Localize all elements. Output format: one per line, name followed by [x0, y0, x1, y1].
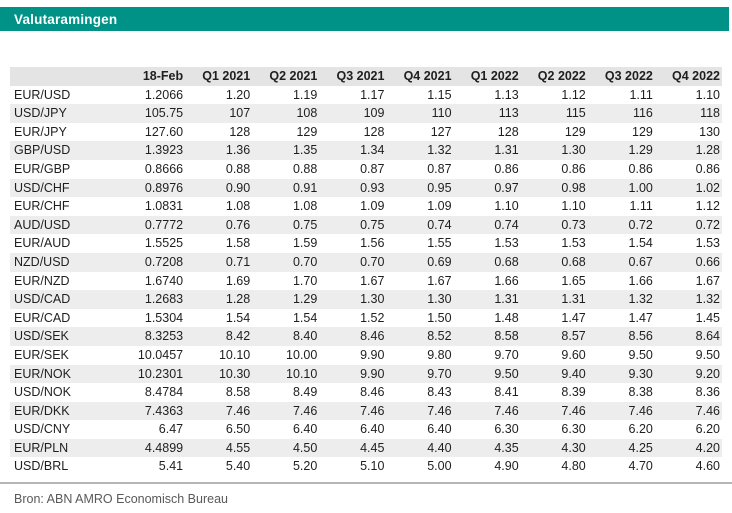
cell-value: 9.70 [494, 347, 519, 362]
cell-value: 0.70 [360, 254, 385, 269]
cell-value: 10.10 [286, 366, 318, 381]
cell-value: 5.00 [427, 459, 452, 474]
table-row [10, 346, 722, 365]
table-row [10, 160, 722, 179]
cell-value: 8.56 [628, 329, 653, 344]
table-row [10, 253, 722, 272]
table-head [10, 67, 722, 86]
row-label: EUR/CHF [14, 199, 70, 214]
column-header: Q2 2021 [252, 67, 319, 86]
cell-value: 0.69 [427, 254, 452, 269]
cell-value: 1.08 [292, 199, 318, 214]
cell-value: 9.50 [494, 366, 519, 381]
cell-value: 1.70 [292, 273, 318, 288]
cell-value: 1.31 [494, 292, 519, 307]
cell-value: 7.4363 [144, 403, 184, 418]
row-label: USD/CHF [14, 180, 70, 195]
cell-value: 1.29 [628, 143, 653, 158]
table-row [10, 439, 722, 458]
cell-value: 1.09 [427, 199, 452, 214]
row-label: EUR/NZD [14, 273, 70, 288]
cell-value: 1.58 [225, 236, 251, 251]
cell-value: 6.20 [628, 422, 653, 437]
cell-value: 8.42 [225, 329, 251, 344]
table-row [10, 123, 722, 142]
cell-value: 1.2066 [144, 87, 184, 102]
table-row [10, 141, 722, 160]
cell-value: 6.47 [158, 422, 184, 437]
cell-value: 0.8666 [144, 161, 184, 176]
cell-value: 0.74 [494, 217, 519, 232]
cell-value: 1.66 [494, 273, 519, 288]
cell-value: 7.46 [225, 403, 251, 418]
row-label: EUR/JPY [14, 124, 67, 139]
column-header: Q1 2022 [454, 67, 521, 86]
column-header: Q2 2022 [521, 67, 588, 86]
cell-value: 4.70 [628, 459, 653, 474]
cell-value: 1.11 [629, 87, 653, 102]
cell-value: 0.75 [292, 217, 318, 232]
row-label: EUR/DKK [14, 403, 70, 418]
cell-value: 1.59 [292, 236, 318, 251]
cell-value: 6.20 [695, 422, 720, 437]
cell-value: 1.56 [360, 236, 385, 251]
cell-value: 0.72 [628, 217, 653, 232]
cell-value: 9.20 [695, 366, 720, 381]
cell-value: 8.41 [494, 385, 519, 400]
cell-value: 1.19 [292, 87, 318, 102]
cell-value: 0.90 [225, 180, 251, 195]
cell-value: 6.40 [427, 422, 452, 437]
table-row [10, 309, 722, 328]
cell-value: 108 [296, 106, 318, 121]
cell-value: 0.87 [427, 161, 452, 176]
cell-value: 9.90 [360, 347, 385, 362]
cell-value: 1.66 [628, 273, 653, 288]
row-label: USD/SEK [14, 329, 69, 344]
cell-value: 7.46 [292, 403, 318, 418]
cell-value: 9.80 [427, 347, 452, 362]
cell-value: 6.30 [561, 422, 586, 437]
cell-value: 1.08 [225, 199, 251, 214]
cell-value: 115 [565, 106, 586, 121]
row-label: EUR/CAD [14, 310, 71, 325]
cell-value: 1.10 [695, 87, 720, 102]
cell-value: 1.28 [695, 143, 720, 158]
cell-value: 8.46 [360, 329, 385, 344]
cell-value: 4.50 [292, 440, 318, 455]
cell-value: 0.95 [427, 180, 452, 195]
cell-value: 0.86 [561, 161, 586, 176]
cell-value: 1.6740 [144, 273, 184, 288]
row-label: EUR/GBP [14, 161, 71, 176]
cell-value: 6.40 [360, 422, 385, 437]
cell-value: 1.5304 [144, 310, 184, 325]
cell-value: 10.10 [218, 347, 251, 362]
cell-value: 8.58 [225, 385, 251, 400]
cell-value: 1.30 [427, 292, 452, 307]
cell-value: 1.29 [292, 292, 318, 307]
cell-value: 9.30 [628, 366, 653, 381]
cell-value: 128 [229, 124, 251, 139]
table-row [10, 383, 722, 402]
cell-value: 109 [363, 106, 385, 121]
row-label: EUR/NOK [14, 366, 71, 381]
cell-value: 8.36 [695, 385, 720, 400]
cell-value: 1.34 [360, 143, 385, 158]
cell-value: 7.46 [494, 403, 519, 418]
cell-value: 9.70 [427, 366, 452, 381]
cell-value: 0.7772 [144, 217, 184, 232]
cell-value: 130 [699, 124, 720, 139]
cell-value: 0.76 [225, 217, 251, 232]
cell-value: 128 [363, 124, 385, 139]
table-row [10, 420, 722, 439]
table-row [10, 327, 722, 346]
page-title: Valutaramingen [14, 11, 118, 27]
cell-value: 1.10 [561, 199, 586, 214]
cell-value: 4.30 [561, 440, 586, 455]
cell-value: 0.74 [427, 217, 452, 232]
cell-value: 1.50 [427, 310, 452, 325]
cell-value: 8.58 [494, 329, 519, 344]
cell-value: 6.50 [225, 422, 251, 437]
cell-value: 127.60 [144, 124, 184, 139]
cell-value: 1.53 [494, 236, 519, 251]
cell-value: 129 [632, 124, 653, 139]
row-label: GBP/USD [14, 143, 71, 158]
cell-value: 7.46 [628, 403, 653, 418]
cell-value: 4.60 [695, 459, 720, 474]
cell-value: 0.98 [561, 180, 586, 195]
cell-value: 1.54 [628, 236, 653, 251]
cell-value: 1.10 [494, 199, 519, 214]
cell-value: 1.20 [225, 87, 251, 102]
cell-value: 6.40 [292, 422, 318, 437]
cell-value: 4.90 [494, 459, 519, 474]
cell-value: 8.39 [561, 385, 586, 400]
cell-value: 4.20 [695, 440, 720, 455]
cell-value: 0.73 [561, 217, 586, 232]
cell-value: 1.32 [628, 292, 653, 307]
cell-value: 10.30 [218, 366, 251, 381]
cell-value: 5.10 [360, 459, 385, 474]
cell-value: 129 [296, 124, 318, 139]
row-label: USD/NOK [14, 385, 71, 400]
cell-value: 9.90 [360, 366, 385, 381]
cell-value: 1.31 [561, 292, 586, 307]
cell-value: 5.20 [292, 459, 318, 474]
cell-value: 0.66 [695, 254, 720, 269]
cell-value: 0.7208 [144, 254, 184, 269]
column-header: Q3 2021 [319, 67, 386, 86]
title-bar [0, 7, 729, 31]
cell-value: 1.17 [360, 87, 385, 102]
cell-value: 113 [498, 106, 519, 121]
row-label: EUR/PLN [14, 440, 69, 455]
cell-value: 7.46 [695, 403, 720, 418]
row-label: USD/CNY [14, 422, 71, 437]
cell-value: 1.3923 [144, 143, 184, 158]
cell-value: 1.53 [695, 236, 720, 251]
cell-value: 8.38 [628, 385, 653, 400]
cell-value: 8.46 [360, 385, 385, 400]
cell-value: 1.47 [561, 310, 586, 325]
cell-value: 1.65 [561, 273, 586, 288]
cell-value: 4.4899 [144, 440, 184, 455]
cell-value: 4.40 [427, 440, 452, 455]
cell-value: 10.00 [286, 347, 318, 362]
cell-value: 5.41 [158, 459, 184, 474]
table-row [10, 234, 722, 253]
cell-value: 0.86 [628, 161, 653, 176]
cell-value: 0.8976 [144, 180, 184, 195]
row-label: USD/CAD [14, 292, 71, 307]
cell-value: 9.40 [561, 366, 586, 381]
cell-value: 1.53 [561, 236, 586, 251]
corner-cell [10, 67, 118, 86]
column-header: Q4 2022 [655, 67, 722, 86]
cell-value: 1.0831 [144, 199, 184, 214]
cell-value: 1.48 [494, 310, 519, 325]
cell-value: 0.67 [628, 254, 653, 269]
cell-value: 8.40 [292, 329, 318, 344]
cell-value: 1.5525 [144, 236, 184, 251]
cell-value: 4.45 [360, 440, 385, 455]
cell-value: 1.32 [427, 143, 452, 158]
cell-value: 8.57 [561, 329, 586, 344]
table-row [10, 290, 722, 309]
cell-value: 1.30 [561, 143, 586, 158]
cell-value: 1.15 [427, 87, 452, 102]
cell-value: 118 [700, 106, 720, 121]
column-header: 18-Feb [118, 67, 185, 86]
cell-value: 1.00 [628, 180, 653, 195]
row-label: EUR/AUD [14, 236, 71, 251]
row-label: USD/JPY [14, 106, 67, 121]
cell-value: 8.52 [427, 329, 452, 344]
cell-value: 9.50 [628, 347, 653, 362]
cell-value: 105.75 [144, 106, 184, 121]
cell-value: 129 [564, 124, 586, 139]
row-label: AUD/USD [14, 217, 71, 232]
column-header: Q4 2021 [386, 67, 453, 86]
cell-value: 0.97 [494, 180, 519, 195]
cell-value: 1.36 [225, 143, 251, 158]
cell-value: 8.64 [695, 329, 720, 344]
cell-value: 1.28 [225, 292, 251, 307]
cell-value: 1.02 [695, 180, 720, 195]
cell-value: 1.12 [561, 87, 586, 102]
cell-value: 107 [229, 106, 251, 121]
cell-value: 116 [632, 106, 653, 121]
table-wrap [10, 67, 722, 476]
column-header: Q3 2022 [588, 67, 655, 86]
cell-value: 4.80 [561, 459, 586, 474]
row-label: EUR/SEK [14, 347, 69, 362]
cell-value: 10.0457 [137, 347, 184, 362]
cell-value: 1.11 [629, 199, 653, 214]
cell-value: 1.55 [427, 236, 452, 251]
cell-value: 1.2683 [144, 292, 184, 307]
table-row [10, 197, 722, 216]
row-label: USD/BRL [14, 459, 69, 474]
cell-value: 1.32 [695, 292, 720, 307]
cell-value: 0.93 [360, 180, 385, 195]
cell-value: 0.87 [360, 161, 385, 176]
cell-value: 1.45 [695, 310, 720, 325]
cell-value: 0.88 [292, 161, 318, 176]
cell-value: 0.68 [494, 254, 519, 269]
cell-value: 5.40 [225, 459, 251, 474]
cell-value: 4.55 [225, 440, 251, 455]
row-label: NZD/USD [14, 254, 70, 269]
cell-value: 1.12 [695, 199, 720, 214]
cell-value: 0.68 [561, 254, 586, 269]
table-row [10, 272, 722, 291]
cell-value: 1.67 [360, 273, 385, 288]
table-row [10, 365, 722, 384]
cell-value: 0.86 [494, 161, 519, 176]
fx-forecast-table [10, 67, 722, 476]
table-row [10, 179, 722, 198]
cell-value: 9.60 [561, 347, 586, 362]
cell-value: 1.67 [695, 273, 720, 288]
column-header: Q1 2021 [185, 67, 252, 86]
cell-value: 4.25 [628, 440, 653, 455]
cell-value: 127 [430, 124, 452, 139]
cell-value: 8.4784 [144, 385, 184, 400]
source-note: Bron: ABN AMRO Economisch Bureau [14, 492, 228, 507]
cell-value: 0.71 [225, 254, 251, 269]
divider [0, 482, 732, 484]
cell-value: 4.35 [494, 440, 519, 455]
cell-value: 0.86 [695, 161, 720, 176]
cell-value: 8.3253 [144, 329, 184, 344]
cell-value: 0.91 [292, 180, 318, 195]
cell-value: 128 [497, 124, 519, 139]
cell-value: 1.52 [360, 310, 385, 325]
cell-value: 0.72 [695, 217, 720, 232]
cell-value: 6.30 [494, 422, 519, 437]
cell-value: 1.35 [292, 143, 318, 158]
cell-value: 7.46 [561, 403, 586, 418]
table-row [10, 402, 722, 421]
cell-value: 0.75 [360, 217, 385, 232]
cell-value: 1.67 [427, 273, 452, 288]
cell-value: 8.43 [427, 385, 452, 400]
cell-value: 1.09 [360, 199, 385, 214]
cell-value: 0.88 [225, 161, 251, 176]
cell-value: 1.54 [292, 310, 318, 325]
table-row [10, 104, 722, 123]
cell-value: 1.30 [360, 292, 385, 307]
table-body [10, 86, 722, 476]
table-row [10, 86, 722, 105]
table-row [10, 457, 722, 476]
cell-value: 8.49 [292, 385, 318, 400]
cell-value: 1.31 [494, 143, 519, 158]
cell-value: 7.46 [360, 403, 385, 418]
cell-value: 0.70 [292, 254, 318, 269]
cell-value: 9.50 [695, 347, 720, 362]
cell-value: 7.46 [427, 403, 452, 418]
cell-value: 10.2301 [137, 366, 184, 381]
table-row [10, 216, 722, 235]
cell-value: 110 [431, 106, 452, 121]
row-label: EUR/USD [14, 87, 71, 102]
cell-value: 1.69 [225, 273, 251, 288]
cell-value: 1.54 [225, 310, 251, 325]
cell-value: 1.13 [494, 87, 519, 102]
header-row [10, 67, 722, 86]
cell-value: 1.47 [628, 310, 653, 325]
